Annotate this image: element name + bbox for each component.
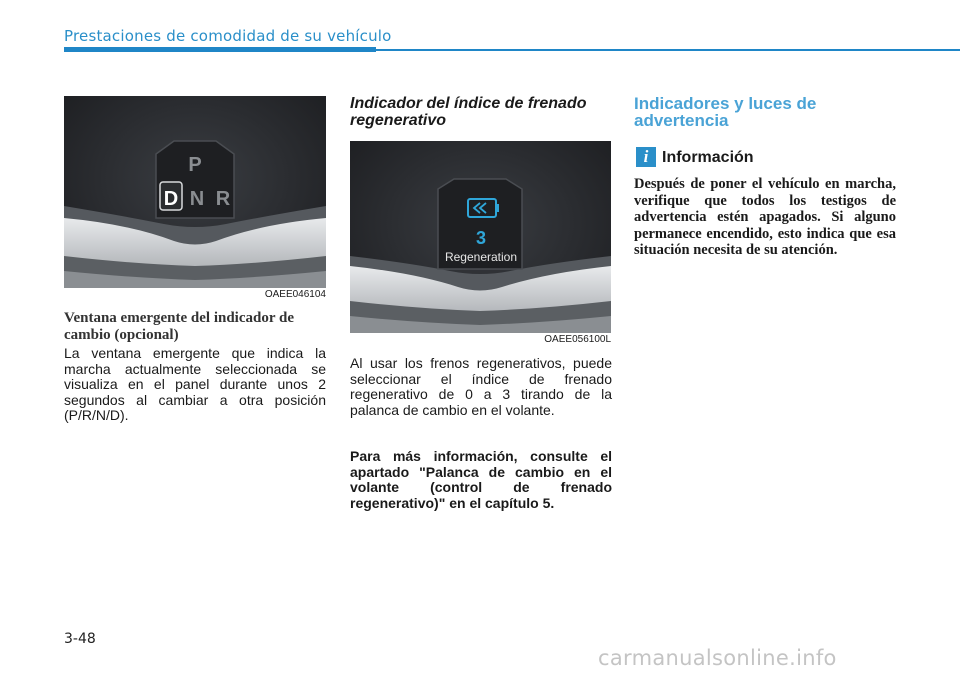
regen-note: Para más información, consulte el apartado "Palanca de cambio en el volante (control de frenado regenerativo)" en el capítulo 5.: [350, 448, 612, 511]
gear-p-label: P: [188, 154, 202, 176]
shift-popup-body: La ventana emergente que indica la marcha actualmente seleccionada se visualiza en el panel durante unos 2 segundos al cambiar a otra posición (P/R/N/D).: [64, 345, 326, 423]
regen-heading: Indicador del índice de frenado regenerativo: [350, 95, 587, 129]
shift-popup-heading: Ventana emergente del indicador de cambio (opcional): [64, 310, 294, 343]
watermark: carmanualsonline.info: [598, 646, 837, 670]
figure-code-label: OAEE046104: [264, 289, 326, 300]
regen-label: Regeneration: [444, 250, 518, 264]
header-rule: [376, 49, 960, 51]
gear-n-label: N: [189, 188, 205, 210]
shift-indicator-photo: [64, 96, 326, 302]
info-text: Después de poner el vehículo en marcha, verifique que todos los testigos de advertencia estén apagados. Si alguno permanece encendido, esto indica que esa situación necesita de su atención.: [634, 176, 896, 258]
figure-code-label: OAEE056100L: [544, 334, 611, 345]
warning-lights-heading: Indicadores y luces de advertencia: [634, 94, 817, 130]
regen-indicator-photo: [350, 141, 611, 347]
page-number: 3-48: [64, 631, 96, 647]
info-title: Información: [662, 149, 754, 166]
gear-r-label: R: [215, 188, 231, 210]
figure-code-strip: [350, 333, 611, 347]
regen-body: Al usar los frenos regenerativos, puede seleccionar el índice de frenado regenerativo de 0 a 3 tirando de la palanca de cambio en el volante.: [350, 355, 612, 418]
regen-level: 3: [475, 228, 487, 248]
section-header: Prestaciones de comodidad de su vehículo: [64, 27, 392, 45]
header-rule-accent: [64, 47, 376, 52]
info-icon: i: [636, 147, 656, 167]
figure-code-strip: [64, 288, 326, 302]
gear-d-label: D: [163, 188, 179, 210]
